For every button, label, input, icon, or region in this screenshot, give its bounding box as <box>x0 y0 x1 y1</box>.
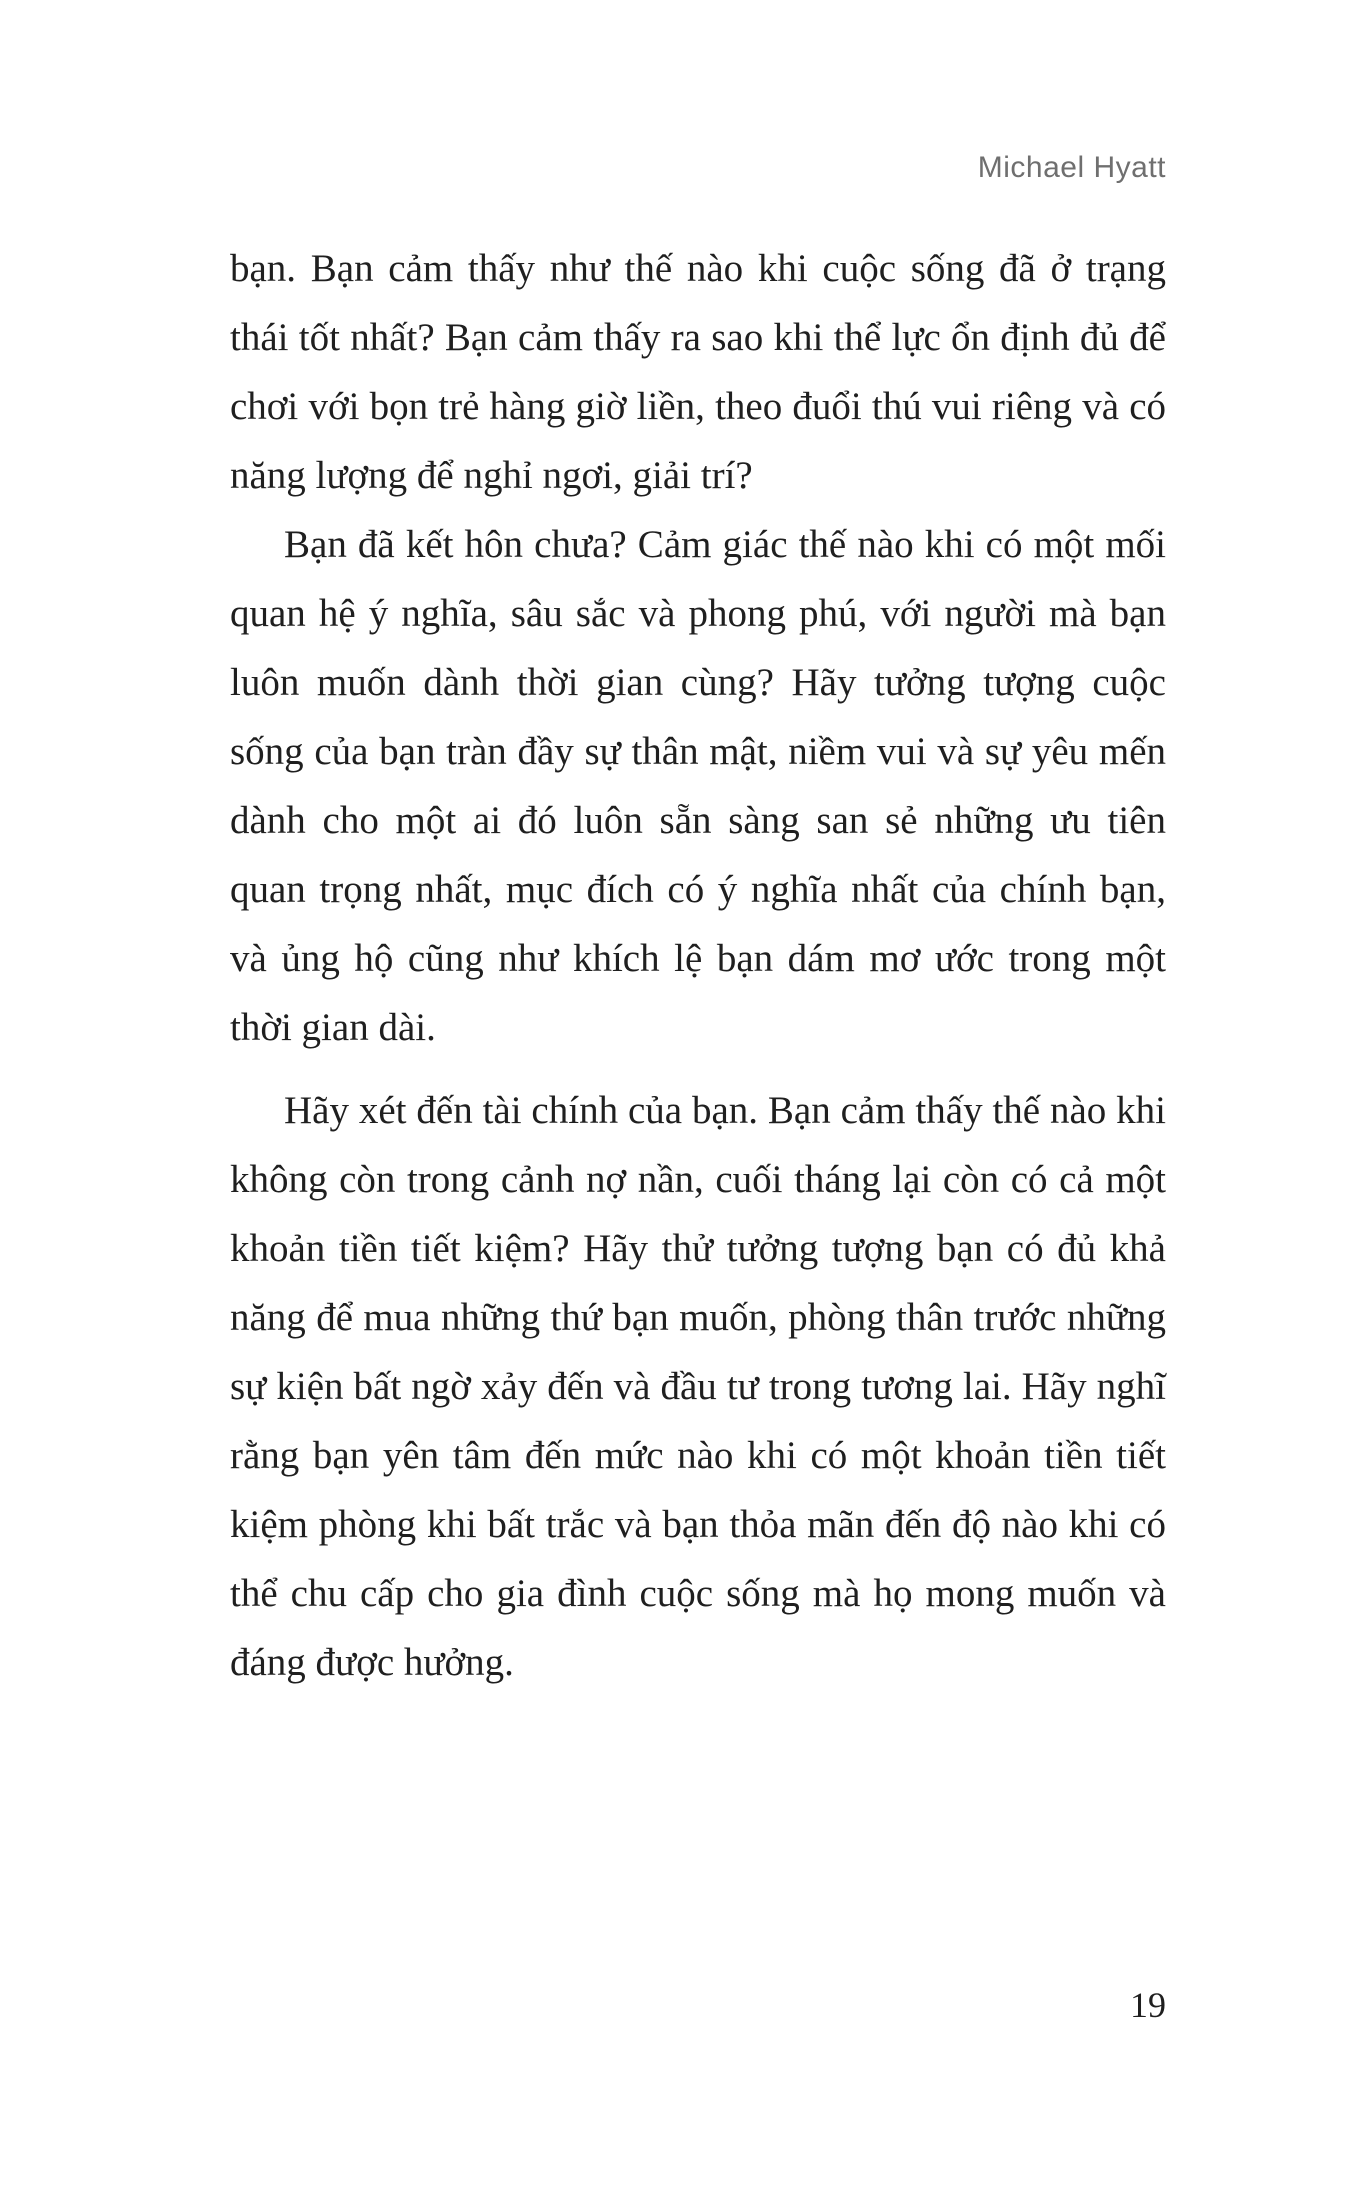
body-text <box>230 234 1166 1697</box>
paragraph-marriage: Bạn đã kết hôn chưa? Cảm giác thế nào khi có một mối quan hệ ý nghĩa, sâu sắc và phong phú, với người mà bạn luôn muốn dành thời gian cùng? Hãy tưởng tượng cuộc sống của bạn tràn đầy sự thân mật, niềm vui và sự yêu mến dành cho một ai đó luôn sẵn sàng san sẻ những ưu tiên quan trọng nhất, mục đích có ý nghĩa nhất của chính bạn, và ủng hộ cũng như khích lệ bạn dám mơ ước trong một thời gian dài. <box>230 523 1166 1049</box>
paragraph-continuation: bạn. Bạn cảm thấy như thế nào khi cuộc sống đã ở trạng thái tốt nhất? Bạn cảm thấy ra sao khi thể lực ổn định đủ để chơi với bọn trẻ hàng giờ liền, theo đuổi thú vui riêng và có năng lượng để nghỉ ngơi, giải trí? <box>230 247 1166 497</box>
paragraph-finance: Hãy xét đến tài chính của bạn. Bạn cảm thấy thế nào khi không còn trong cảnh nợ nần, cuối tháng lại còn có cả một khoản tiền tiết kiệm? Hãy thử tưởng tượng bạn có đủ khả năng để mua những thứ bạn muốn, phòng thân trước những sự kiện bất ngờ xảy đến và đầu tư trong tương lai. Hãy nghĩ rằng bạn yên tâm đến mức nào khi có một khoản tiền tiết kiệm phòng khi bất trắc và bạn thỏa mãn đến độ nào khi có thể chu cấp cho gia đình cuộc sống mà họ mong muốn và đáng được hưởng. <box>230 1089 1166 1684</box>
text-block <box>230 0 1166 2200</box>
page-number: 19 <box>1130 1985 1166 2025</box>
running-header-author: Michael Hyatt <box>977 151 1166 184</box>
